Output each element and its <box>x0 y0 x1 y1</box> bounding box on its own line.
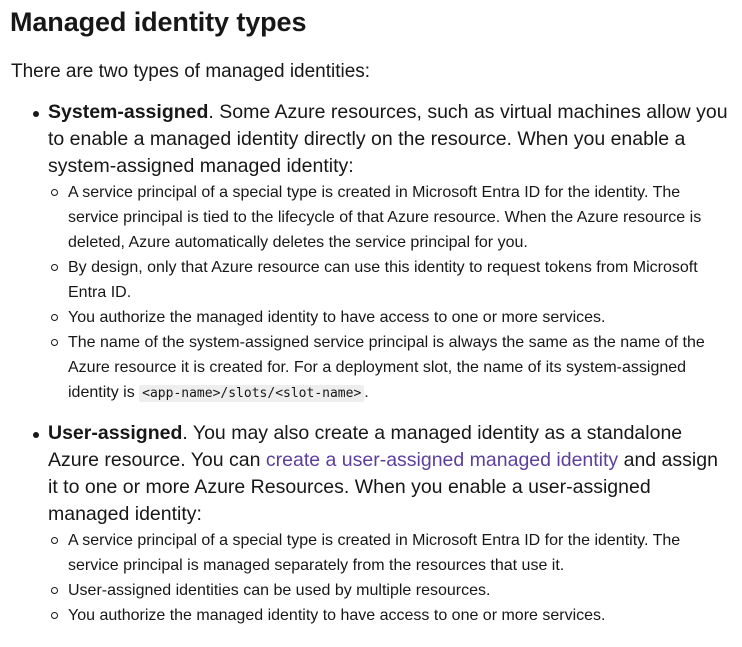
user-assigned-details <box>48 528 732 628</box>
inline-code: <app-name>/slots/<slot-name> <box>139 385 364 402</box>
user-assigned-description: . You may also create a managed identity as a standalone Azure resource. You can <box>48 422 683 471</box>
list-item: A service principal of a special type is created in Microsoft Entra ID for the identity. The service principal is managed separately from the resources that use it. <box>48 528 732 578</box>
list-item: By design, only that Azure resource can use this identity to request tokens from Microsoft Entra ID. <box>48 255 732 305</box>
intro-text: There are two types of managed identities: <box>11 61 371 82</box>
list-item: You authorize the managed identity to have access to one or more services. <box>48 603 732 628</box>
list-item <box>48 330 732 406</box>
list-item-system-assigned <box>10 99 732 406</box>
list-item: User-assigned identities can be used by multiple resources. <box>48 578 732 603</box>
list-item-end: . <box>364 384 369 401</box>
list-item: A service principal of a special type is created in Microsoft Entra ID for the identity. The service principal is tied to the lifecycle of that Azure resource. When the Azure resource is deleted, Azure automatically deletes the service principal for you. <box>48 180 732 255</box>
list-item-text: The name of the system-assigned service principal is always the same as the name of the Azure resource it is created for. For a deployment slot, the name of its system-assigned identity is <box>68 334 705 401</box>
term-user-assigned: User-assigned <box>48 422 183 444</box>
user-assigned-description-end: and assign it to one or more Azure Resources. When you enable a user-assigned managed identity: <box>48 449 718 525</box>
page-title: Managed identity types <box>10 7 307 37</box>
create-user-assigned-identity-link[interactable]: create a user-assigned managed identity <box>265 449 619 471</box>
system-assigned-description: . Some Azure resources, such as virtual machines allow you to enable a managed identity directly on the resource. When you enable a system-assigned managed identity: <box>48 101 728 177</box>
list-item-user-assigned <box>10 420 732 628</box>
system-assigned-details <box>48 180 732 406</box>
identity-type-list <box>10 99 732 628</box>
term-system-assigned: System-assigned <box>48 101 209 123</box>
list-item: You authorize the managed identity to have access to one or more services. <box>48 305 732 330</box>
